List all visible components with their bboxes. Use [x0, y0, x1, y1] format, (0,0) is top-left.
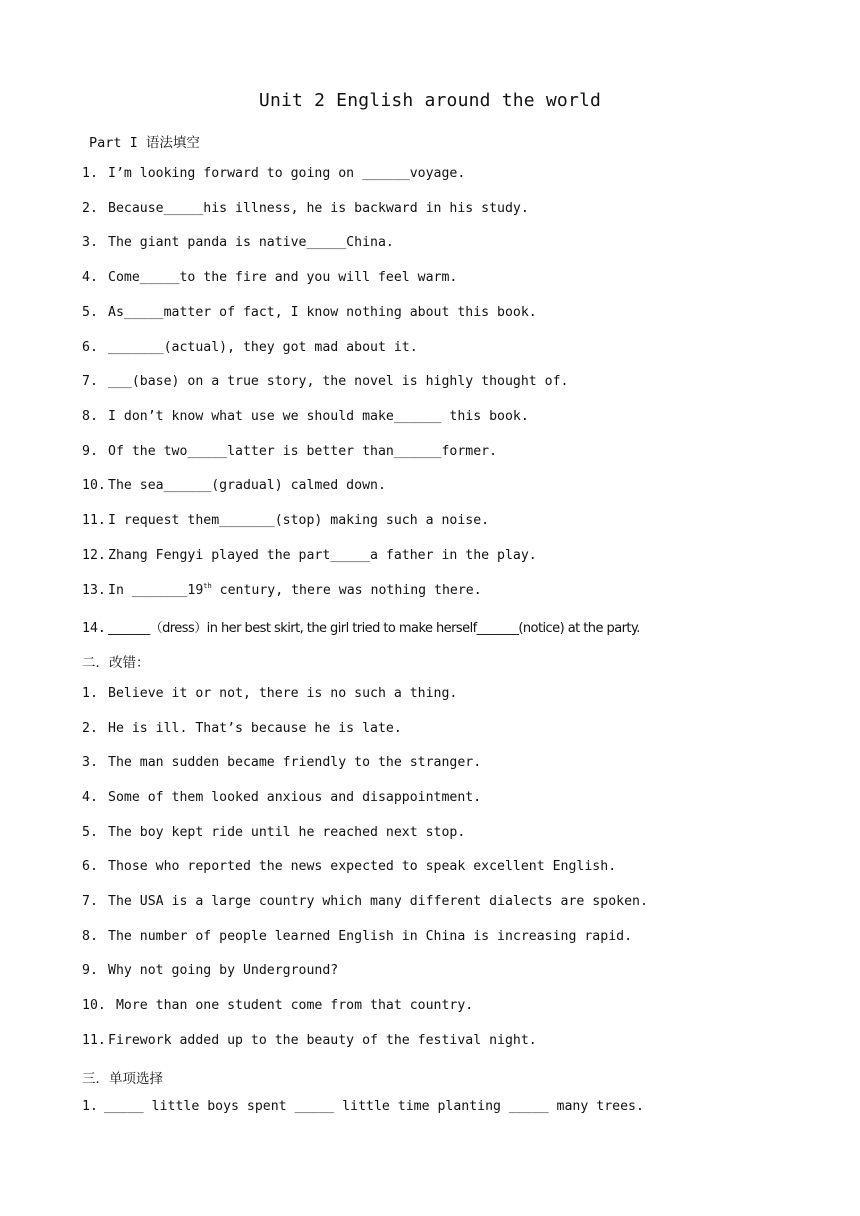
- question-item: 14. _______（dress）in her best skirt, the girl tried to make herself_______(notice) at the party.: [82, 621, 640, 636]
- question-item: 5. The boy kept ride until he reached next stop.: [82, 825, 466, 840]
- question-item: 3. The giant panda is native_____China.: [82, 235, 394, 250]
- question-item: 8. The number of people learned English in China is increasing rapid.: [82, 929, 633, 944]
- question-item: 9. Why not going by Underground?: [82, 963, 339, 978]
- question-item: 6. Those who reported the news expected to speak excellent English.: [82, 859, 617, 874]
- question-item: 1. _____ little boys spent _____ little time planting _____ many trees.: [82, 1099, 644, 1114]
- question-item: 1. Believe it or not, there is no such a thing.: [82, 686, 458, 701]
- question-item: 2. Because_____his illness, he is backward in his study.: [82, 201, 529, 216]
- section-heading-multiple-choice: 三．单项选择: [82, 1071, 163, 1087]
- question-item: 8. I don’t know what use we should make______ this book.: [82, 409, 529, 424]
- question-item: 9. Of the two_____latter is better than______former.: [82, 444, 498, 459]
- question-item: 11. I request them_______(stop) making such a noise.: [82, 513, 490, 528]
- question-item: 4. Some of them looked anxious and disappointment.: [82, 790, 482, 805]
- question-item: 5. As_____matter of fact, I know nothing about this book.: [82, 305, 537, 320]
- question-item: 10. More than one student come from that country.: [82, 998, 474, 1013]
- question-item: 7. ___(base) on a true story, the novel is highly thought of.: [82, 374, 569, 389]
- superscript-th: th: [203, 582, 212, 590]
- question-item: 13. In _______19th century, there was nothing there.: [82, 582, 482, 598]
- question-item: 2. He is ill. That’s because he is late.: [82, 721, 402, 736]
- section-heading-correction: 二．改错：: [82, 655, 150, 671]
- section-heading-grammar: Part I 语法填空: [89, 135, 200, 151]
- question-item: 12. Zhang Fengyi played the part_____a father in the play.: [82, 548, 537, 563]
- question-item: 7. The USA is a large country which many different dialects are spoken.: [82, 894, 648, 909]
- question-item: 1. I’m looking forward to going on ______voyage.: [82, 166, 466, 181]
- question-item: 10. The sea______(gradual) calmed down.: [82, 478, 386, 493]
- question-item: 4. Come_____to the fire and you will feel warm.: [82, 270, 458, 285]
- question-item: 3. The man sudden became friendly to the stranger.: [82, 755, 482, 770]
- page-title: Unit 2 English around the world: [258, 90, 602, 111]
- question-item: 11. Firework added up to the beauty of the festival night.: [82, 1033, 537, 1048]
- question-item: 6. _______(actual), they got mad about it.: [82, 340, 418, 355]
